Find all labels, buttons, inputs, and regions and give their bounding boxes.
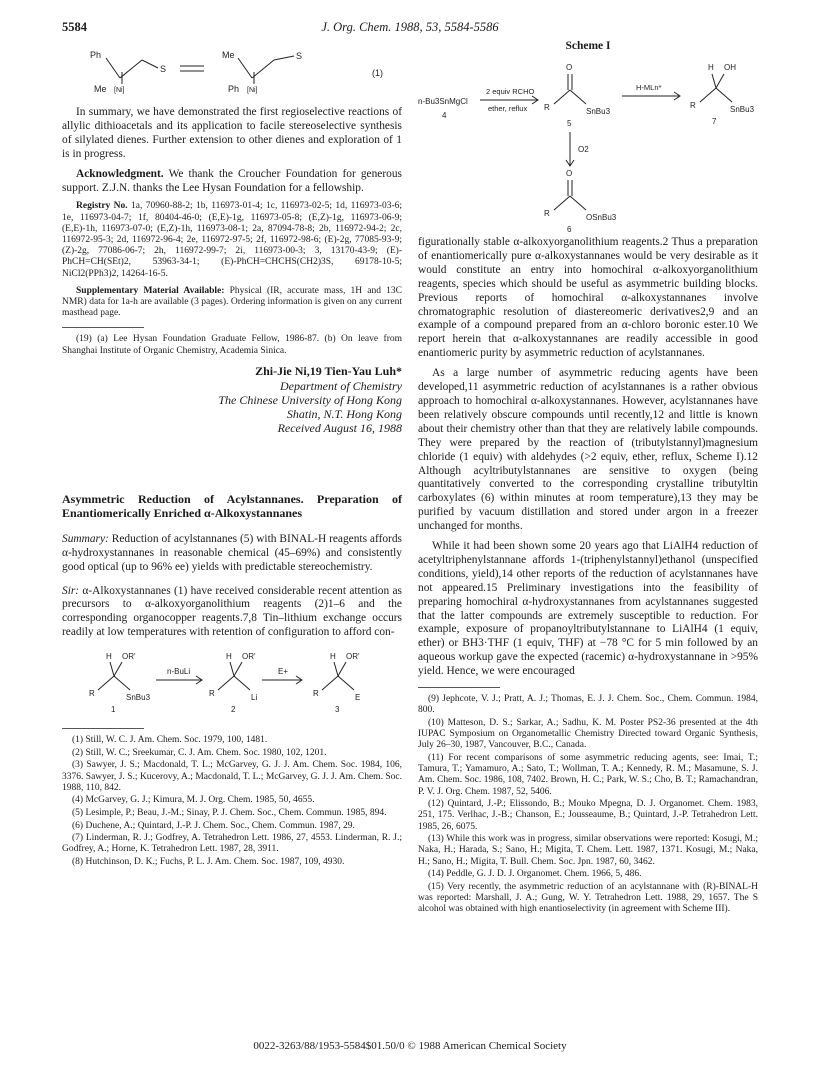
affiliation <box>62 379 402 436</box>
footnote: (11) For recent comparisons of some asymmetric reducing agents, see: Imai, T.; Tamura, T.; Yamamuro, A.; Sato, T.; Wollman, T. A.; Kennedy, R. M.; Masamune, S. J. Am. Chem. Soc. 1986, 108, 7402. Brown, H. C.; Park, W. S.; Cho, B. T.; Ramachandran, P. V. J. Org. Chem. 1987, 52, 5406. <box>418 752 758 797</box>
received-date: Received August 16, 1988 <box>277 421 402 436</box>
summary-paragraph: In summary, we have demonstrated the first regioselective reactions of allylic dithioacetals and its application to facile stereoselective synthesis of silylated dienes. Further extension to other dienes and exploration of 1 is in progress. <box>62 106 402 160</box>
equation-2-structure <box>62 646 402 716</box>
left-column <box>62 40 402 869</box>
equation-2 <box>62 646 402 716</box>
body-paragraph: figurationally stable α-alkoxyorganolithium reagents.2 Thus a preparation of enantiomerically pure α-alkoxystannanes would be very desirable as it would constitute an entry into homochiral α-alkoxyorganolithium reagents, species which should be useful as asymmetric building blocks. Previous reports of homochiral α-alkoxystannanes involve chromatographic resolution of diastereomeric derivatives2,9 and an example of a compound prepared from an α-chloro boronic ester.10 We report herein that α-alkoxystannanes are readily accessible in good enantiomeric purity by asymmetric reduction of acylstannanes. <box>418 236 758 360</box>
sir-paragraph <box>62 585 402 641</box>
ack-heading: Acknowledgment. <box>76 167 164 180</box>
right-column <box>418 40 758 917</box>
cmpd6-r: R <box>544 208 550 218</box>
c1-or: OR' <box>122 652 136 662</box>
c1-number: 1 <box>111 705 116 715</box>
supplementary-material <box>62 286 402 320</box>
start-material: n-Bu3SnMgCl <box>418 96 468 106</box>
equation-1 <box>62 40 402 106</box>
c3-number: 3 <box>335 705 340 715</box>
step2-reagent: H-MLn* <box>636 82 662 92</box>
c3-or: OR' <box>346 652 360 662</box>
body-paragraph: As a large number of asymmetric reducing agents have been developed,11 asymmetric reduction of acylstannanes is a rather obvious approach to homochiral α-alkoxystannanes. However, acylstannanes have been relatively obscure compounds until recently,12 and little is known about their chemistry other than that they are relatively labile compounds. They were prepared by the reaction of (tributylstannyl)magnesium chloride (1 equiv) with aldehydes (>2 equiv, ether, reflux, Scheme I).12 Although acyltributylstannanes are sensitive to oxygen (being quantitatively converted to the corresponding crystalline tributyltin carboxylates (6) within minutes at room temperature),13 they may be purified by vacuum distillation and stored under argon in a freezer unchanged for months. <box>418 367 758 533</box>
page-footer: 0022-3263/88/1953-5584$01.50/0 © 1988 American Chemical Society <box>253 1040 567 1052</box>
c3-h: H <box>330 652 336 662</box>
footnote: (2) Still, W. C.; Sreekumar, C. J. Am. Chem. Soc. 1980, 102, 1201. <box>72 747 327 758</box>
address-line: Department of Chemistry <box>280 378 402 393</box>
address-line: Shatin, N.T. Hong Kong <box>286 407 402 422</box>
footnote: (5) Lesimple, P.; Beau, J.-M.; Sinay, P. J. Chem. Soc., Chem. Commun. 1985, 894. <box>72 807 387 818</box>
eq1-ph2-label: Ph <box>228 84 240 94</box>
article-summary-text: Reduction of acylstannanes (5) with BINAL-H reagents affords α-hydroxystannanes in reasonable chemical (45–69%) and consistently good optical (up to 96% ee) yields with predictable stereochemistry. <box>62 532 402 573</box>
sir-text: α-Alkoxystannanes (1) have received considerable recent attention as precursors to α-alkoxyorganolithium reagents (2)1–6 and the corresponding organocopper reagents.7,8 Tin–lithium exchange occurs readily at low temperatures with retention of configuration to afford con- <box>62 584 402 639</box>
journal-citation: J. Org. Chem. 1988, 53, 5584-5586 <box>321 20 499 34</box>
eq1-me2-label: Me <box>222 50 235 60</box>
c1-h: H <box>106 652 112 662</box>
footnote-divider <box>62 728 144 729</box>
footnotes-right <box>418 694 758 915</box>
registry-numbers <box>62 201 402 279</box>
cmpd6-o: O <box>566 168 573 178</box>
page-header <box>62 20 758 38</box>
sir-label: Sir: <box>62 584 80 597</box>
cmpd5-number: 5 <box>567 118 572 128</box>
footnote: (7) Linderman, R. J.; Godfrey, A. Tetrahedron Lett. 1986, 27, 4553. Linderman, R. J.; Godfrey, A.; Horne, K. Tetrahedron Lett. 1987, 28, 3911. <box>62 833 402 855</box>
footnote: (6) Duchene, A.; Quintard, J.-P. J. Chem. Soc., Chem. Commun. 1987, 29. <box>72 820 355 831</box>
step1-reagent: 2 equiv RCHO <box>486 86 535 96</box>
footnote: (12) Quintard, J.-P.; Elissondo, B.; Mouko Mpegna, D. J. Organomet. Chem. 1983, 251, 175. Verlhac, J.-B.; Chanson, E.; Jousseaume, B.; Quintard, J.-P. Tetrahedron Lett. 1985, 26, 6075. <box>418 799 758 832</box>
cmpd7-sn: SnBu3 <box>730 104 755 114</box>
footnote: (3) Sawyer, J. S.; Macdonald, T. L.; McGarvey, G. J. J. Am. Chem. Soc. 1984, 106, 3376. Sawyer, J. S.; Kucerovy, A.; Macdonald, T. L.; McGarvey, G. J. J. Am. Chem. Soc. 1988, 110, 842. <box>62 760 402 793</box>
eq1-ni-label: [Ni] <box>114 87 125 94</box>
footnote: (1) Still, W. C. J. Am. Chem. Soc. 1979, 100, 1481. <box>72 735 268 746</box>
eq1-me-label: Me <box>94 84 107 94</box>
c1-r: R <box>89 689 95 699</box>
step1-conditions: ether, reflux <box>488 103 528 113</box>
equation-1-structure <box>62 40 402 106</box>
registry-text: 1a, 70960-88-2; 1b, 116973-01-4; 1c, 116973-02-5; 1d, 116973-03-6; 1e, 116973-04-7; 1f, 80404-46-0; (E,E)-1g, 116973-05-8; (E,Z)-1g, 116973-06-9; (E,E)-1h, 116973-07-0; (E,Z)-1h, 116973-08-1; 2a, 87094-78-8; 2b, 116972-94-2; 2c, 116972-95-3; 2d, 116972-96-4; 2e, 116972-97-5; 2f, 116972-98-6; (E)-2g, 77085-93-9; (Z)-2g, 77086-06-7; 2h, 116972-99-7; 2i, 116973-00-3; 3, 13170-43-9; (E)-PhCH=CH(SEt)2, 53963-34-1; (E)-PhCH=CHCHS(CH2)3S, 69178-10-5; NiCl2(PPh3)2, 14264-16-5. <box>62 201 402 279</box>
scheme-title: Scheme I <box>565 40 611 52</box>
eq1-number: (1) <box>372 68 383 78</box>
body-paragraph: While it had been shown some 20 years ago that LiAlH4 reduction of acetyltriphenylstannane affords 1-(triphenylstannyl)ethanol (unspecified conditions, yield),14 other reports of the reduction of acylstannanes have not appeared.15 Preliminary investigations into the feasibility of preparing homochiral α-hydroxystannanes from acylstannanes suggested that the latter compounds are extremely susceptible to reduction. For example, exposure of propanoyltributylstannane to LiAlH4 (1 equiv, ether) or BH3·THF (1 equiv, THF) at −78 °C for 5 min followed by an aqueous workup gave the expected (racemic) α-hydroxystannane in >95% yield. Hence, we were encouraged <box>418 540 758 678</box>
cmpd7-oh: OH <box>724 62 736 72</box>
footnote: (14) Peddle, G. J. D. J. Organomet. Chem. 1966, 5, 486. <box>428 869 642 880</box>
eq1-s-label: S <box>160 64 167 74</box>
reagent-nbuli: n-BuLi <box>167 667 191 677</box>
cmpd5-sn: SnBu3 <box>586 106 611 116</box>
c2-or: OR' <box>242 652 256 662</box>
supplementary-text: Physical (IR, accurate mass, 1H and 13C NMR) data for 1a-h are available (3 pages). Ordering information is given on any current masthead page. <box>62 285 403 319</box>
footnote: (13) While this work was in progress, similar observations were reported: Kosugi, M.; Naka, H.; Harada, S.; Sano, H.; Migita, T. Chem. Lett. 1987, 1371. Kosugi, M.; Naka, H.; Sano, H.; Migita, T. Bull. Chem. Soc. Jpn. 1987, 60, 3462. <box>418 834 758 867</box>
article-summary <box>62 533 402 575</box>
footnote-divider <box>62 327 144 328</box>
article-title: Asymmetric Reduction of Acylstannanes. Preparation of Enantiomerically Enriched α-Alkoxystannanes <box>62 491 402 521</box>
footnote: (10) Matteson, D. S.; Sarkar, A.; Sadhu, K. M. Poster PS2-36 presented at the 4th IUPAC Symposium on Organometallic Chemistry Directed toward Organic Synthesis, July 26–30, 1987, Vancouver, B.C., Canada. <box>418 717 758 751</box>
eq1-s2-label: S <box>296 51 303 61</box>
ack-text: We thank the Croucher Foundation for generous support. Z.J.N. thanks the Lee Hysan Foundation for a fellowship. <box>62 167 402 194</box>
cmpd7-h: H <box>708 62 714 72</box>
footnote: (15) Very recently, the asymmetric reduction of an acylstannane with (R)-BINAL-H was reported: Marshall, J. A.; Gung, W. Y. Tetrahedron Lett. 1988, 29, 1657. The S alcohol was obtained with high enantioselectivity (in agreement with Scheme III). <box>418 881 758 915</box>
footnote-19: (19) (a) Lee Hysan Foundation Graduate Fellow, 1986-87. (b) On leave from Shanghai Institute of Organic Chemistry, Academia Sinica. <box>62 334 402 356</box>
footnote: (4) McGarvey, G. J.; Kimura, M. J. Org. Chem. 1985, 50, 4655. <box>72 795 315 806</box>
footnote: (9) Jephcote, V. J.; Pratt, A. J.; Thomas, E. J. J. Chem. Soc., Chem. Commun. 1984, 800. <box>418 694 758 716</box>
cmpd6-number: 6 <box>567 224 572 234</box>
c3-e: E <box>355 693 361 703</box>
eq1-ph-label: Ph <box>90 50 102 60</box>
footnotes-left <box>62 735 402 868</box>
c2-number: 2 <box>231 705 236 715</box>
scheme-1 <box>418 40 758 236</box>
footnote-divider <box>418 687 500 688</box>
o2-label: O2 <box>578 144 589 154</box>
c1-sn: SnBu3 <box>126 693 151 703</box>
c2-r: R <box>209 689 215 699</box>
page-number: 5584 <box>62 20 87 34</box>
cmpd5-o: O <box>566 62 573 72</box>
c2-h: H <box>226 652 232 662</box>
scheme-1-structure <box>418 56 758 234</box>
eq1-ni2-label: [Ni] <box>247 87 258 94</box>
cmpd7-number: 7 <box>712 116 717 126</box>
cmpd7-r: R <box>690 100 696 110</box>
author-line: Zhi-Jie Ni,19 Tien-Yau Luh* <box>255 363 402 378</box>
cmpd4-number: 4 <box>442 110 447 120</box>
summary-label: Summary: <box>62 532 109 545</box>
c3-r: R <box>313 689 319 699</box>
registry-heading: Registry No. <box>76 201 128 212</box>
reagent-electrophile: E+ <box>278 667 289 677</box>
cmpd6-osn: OSnBu3 <box>586 212 617 222</box>
address-line: The Chinese University of Hong Kong <box>218 392 402 407</box>
acknowledgment <box>62 168 402 196</box>
footnote: (8) Hutchinson, D. K.; Fuchs, P. L. J. Am. Chem. Soc. 1987, 109, 4930. <box>72 856 345 867</box>
c2-li: Li <box>251 693 258 703</box>
supplementary-heading: Supplementary Material Available: <box>76 285 225 296</box>
cmpd5-r: R <box>544 102 550 112</box>
